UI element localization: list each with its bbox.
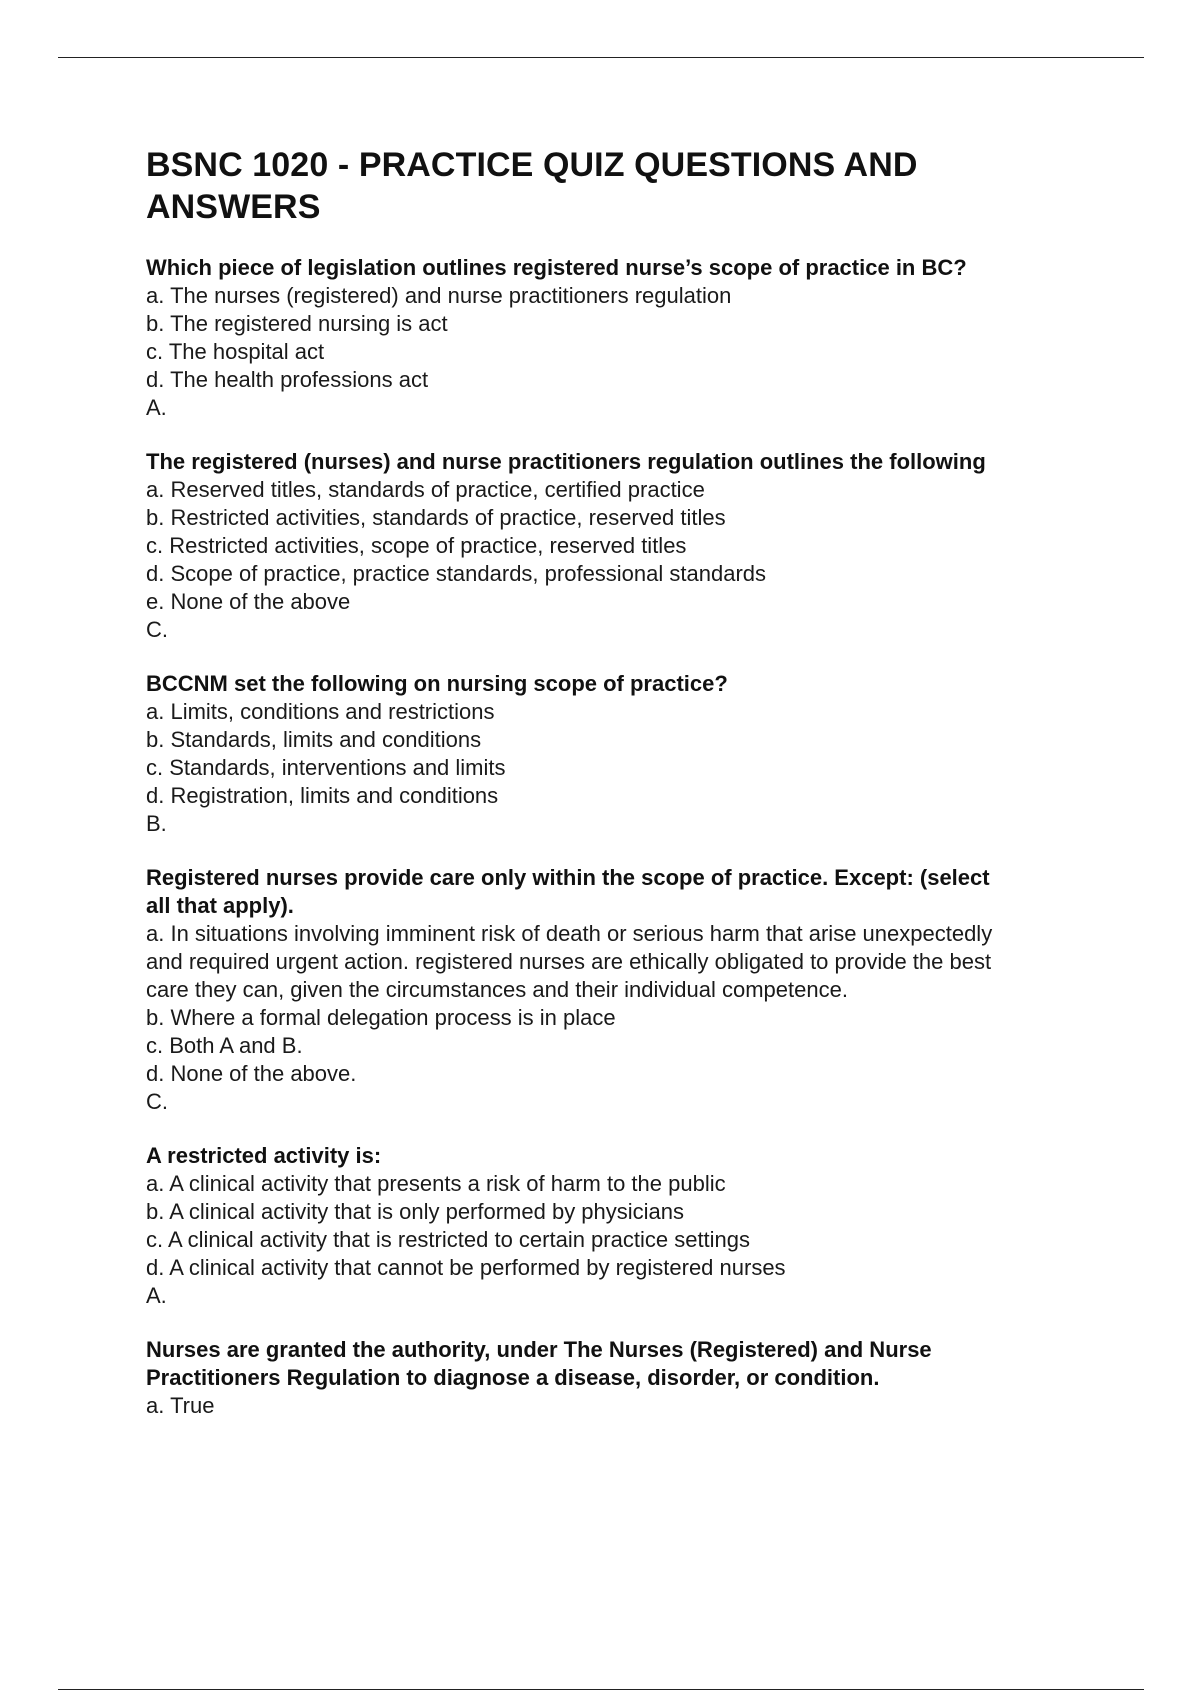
document-body [146,144,1086,1446]
question-3 [146,670,1086,838]
option-d: d. Registration, limits and conditions [146,783,499,808]
option-a: a. The nurses (registered) and nurse practitioners regulation [146,283,732,308]
question-5 [146,1142,1086,1310]
option-b: b. A clinical activity that is only performed by physicians [146,1199,685,1224]
option-a: a. Reserved titles, standards of practice, certified practice [146,477,705,502]
question-text: BCCNM set the following on nursing scope of practice? [146,671,728,696]
option-d: d. Scope of practice, practice standards, professional standards [146,561,767,586]
answer: A. [146,395,167,420]
option-b: b. Standards, limits and conditions [146,727,482,752]
option-a-line-1: a. In situations involving imminent risk of death or serious harm that arise unexpectedly [146,921,993,946]
answer: C. [146,1089,168,1114]
option-d: d. A clinical activity that cannot be performed by registered nurses [146,1255,786,1280]
question-text [146,1336,1086,1392]
option-a: a. Limits, conditions and restrictions [146,699,495,724]
option-a-line-3: care they can, given the circumstances and their individual competence. [146,977,848,1002]
option-a: a. True [146,1393,215,1418]
option-c: c. Restricted activities, scope of practice, reserved titles [146,533,687,558]
document-title-line-2: ANSWERS [146,188,321,226]
option-c: c. The hospital act [146,339,325,364]
document-title [146,144,1086,228]
option-b: b. Restricted activities, standards of practice, reserved titles [146,505,726,530]
question-4 [146,864,1086,1116]
question-1 [146,254,1086,422]
document-title-line-1: BSNC 1020 - PRACTICE QUIZ QUESTIONS AND [146,146,918,184]
option-d: d. The health professions act [146,367,429,392]
answer: B. [146,811,167,836]
option-c: c. A clinical activity that is restricted to certain practice settings [146,1227,751,1252]
option-e: e. None of the above [146,589,351,614]
answer: C. [146,617,168,642]
question-6 [146,1336,1086,1420]
option-c: c. Standards, interventions and limits [146,755,506,780]
answer: A. [146,1283,167,1308]
question-text: The registered (nurses) and nurse practitioners regulation outlines the following [146,449,986,474]
option-c: c. Both A and B. [146,1033,303,1058]
question-text [146,864,1086,920]
option-b: b. Where a formal delegation process is in place [146,1005,616,1030]
question-text-line-2: all that apply). [146,893,294,918]
question-2 [146,448,1086,644]
question-text-line-1: Nurses are granted the authority, under The Nurses (Registered) and Nurse [146,1337,932,1362]
bottom-rule [58,1689,1144,1690]
question-text: Which piece of legislation outlines registered nurse’s scope of practice in BC? [146,255,967,280]
option-a [146,920,1086,1004]
option-a-line-2: and required urgent action. registered nurses are ethically obligated to provide the best [146,949,992,974]
question-text-line-2: Practitioners Regulation to diagnose a disease, disorder, or condition. [146,1365,880,1390]
top-rule [58,57,1144,58]
question-text-line-1: Registered nurses provide care only within the scope of practice. Except: (select [146,865,990,890]
option-b: b. The registered nursing is act [146,311,448,336]
question-text: A restricted activity is: [146,1143,382,1168]
option-a: a. A clinical activity that presents a risk of harm to the public [146,1171,726,1196]
option-d: d. None of the above. [146,1061,357,1086]
